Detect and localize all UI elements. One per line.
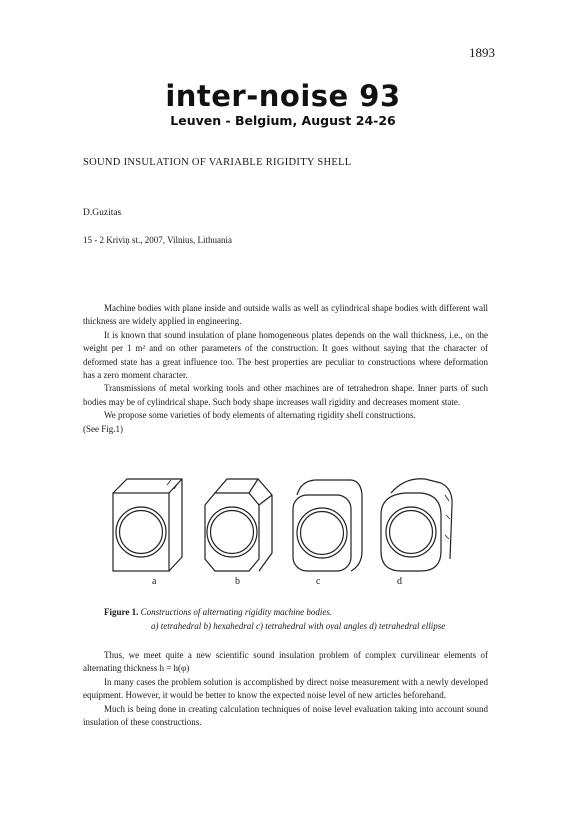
figure-reference: (See Fig.1) (83, 423, 123, 434)
figure-label-c: c (316, 576, 321, 587)
paper-title: SOUND INSULATION OF VARIABLE RIGIDITY SHELL (83, 157, 352, 168)
author-affiliation: 15 - 2 Kriviņ st., 2007, Vilnius, Lithuania (83, 235, 233, 245)
paragraph: Machine bodies with plane inside and outside walls as well as cylindrical shape bodies with different wall thickness are widely applied in engineering. (83, 303, 488, 327)
outro-text (83, 649, 488, 729)
body-c-drawing (293, 480, 362, 571)
caption-title: Constructions of alternating rigidity machine bodies. (140, 607, 333, 617)
paragraph: We propose some varieties of body elements of alternating rigidity shell constructions. (104, 410, 416, 421)
conference-venue: Leuven - Belgium, August 24-26 (170, 113, 396, 128)
figure-1-drawing (105, 475, 465, 575)
intro-text (83, 302, 488, 436)
caption-lead: Figure 1. (104, 607, 139, 617)
paragraph: In many cases the problem solution is accomplished by direct noise measurement with a newly developed equipment. However, it would be better to know the expected noise level of new articles beforehand. (83, 676, 488, 701)
conference-masthead (0, 80, 566, 129)
paragraph: Much is being done in creating calculation techniques of noise level evaluation taking into account sound insulation of these constructions. (83, 703, 488, 728)
figure-label-d: d (397, 576, 402, 587)
body-b-drawing (205, 479, 272, 571)
figure-caption (104, 605, 445, 633)
paragraph: It is known that sound insulation of plane homogeneous plates depends on the wall thickness, i.e., on the weight per 1 m² and on other parameters of the construction. It goes without saying that the character of deformed state has a great influence too. The best properties are peculiar to constructions where deformation has a zero moment character. (83, 329, 488, 381)
body-a-drawing (113, 479, 182, 571)
figure-label-b: b (235, 576, 240, 587)
author-name: D.Guzitas (83, 208, 122, 218)
paragraph: Transmissions of metal working tools and other machines are of tetrahedron shape. Inner parts of such bodies may be of cylindrical shape. Such body shape increases wall rigidity and decreases moment state. (83, 383, 488, 407)
page-number: 1893 (469, 45, 495, 60)
caption-subtitle: a) tetrahedral b) hexahedral c) tetrahedral with oval angles d) tetrahedral ellipse (151, 621, 446, 631)
figure-1 (105, 475, 465, 595)
conference-logo: inter-noise 93 (165, 79, 401, 113)
figure-label-a: a (152, 576, 157, 587)
body-d-drawing (381, 479, 452, 571)
paragraph: Thus, we meet quite a new scientific sound insulation problem of complex curvilinear elements of alternating thickness h = h(φ) (83, 650, 488, 674)
